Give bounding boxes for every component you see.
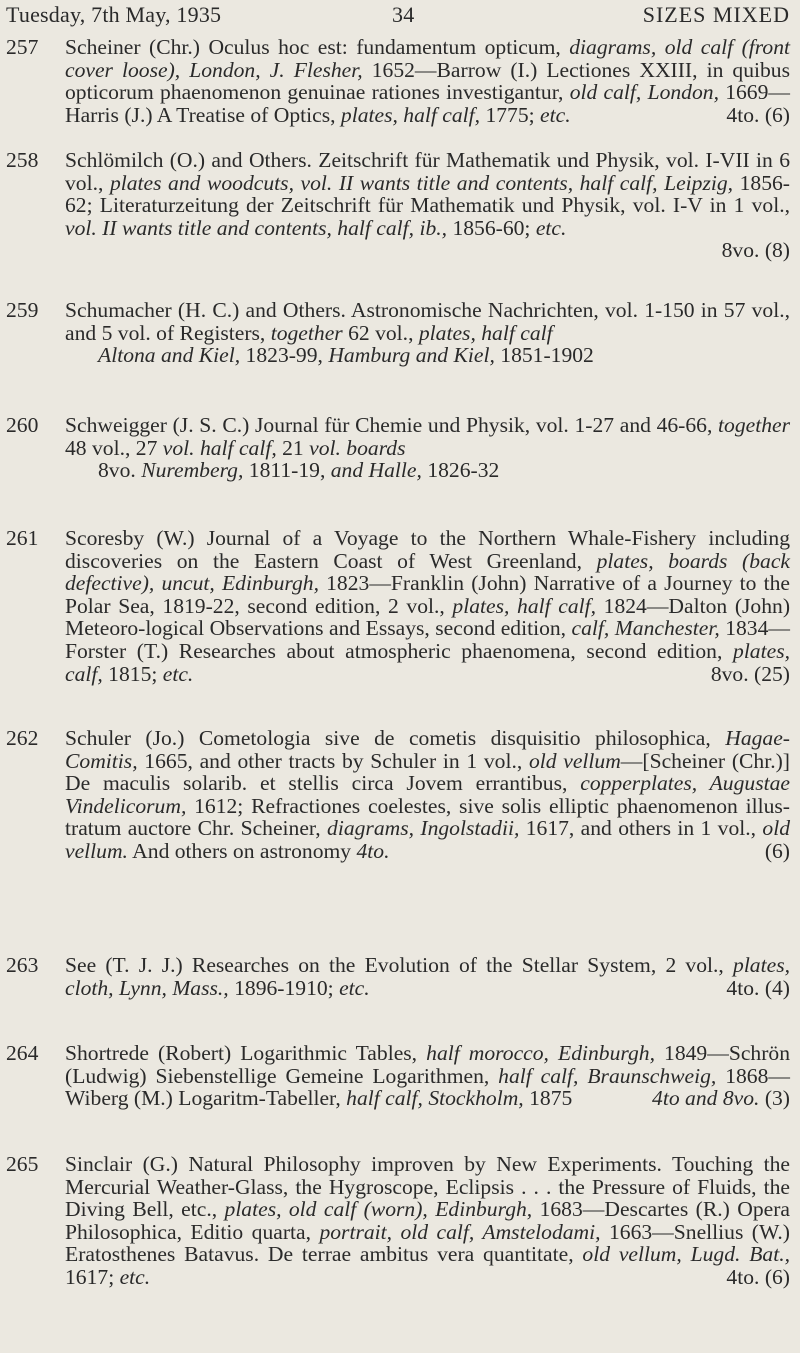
page-header [6, 2, 790, 32]
lot-count: (6) [764, 1264, 790, 1289]
lot-entry [6, 727, 790, 863]
lot-format: 4to. [726, 102, 760, 127]
lot-number: 257 [6, 35, 39, 59]
lot-number: 262 [6, 726, 39, 750]
lot-entry [6, 954, 790, 999]
lot-format: 8vo. [721, 238, 760, 263]
lot-format: 4to. [356, 838, 390, 863]
lot-entry [6, 1042, 790, 1110]
lot-count: (25) [754, 661, 790, 686]
lot-number: 259 [6, 298, 39, 322]
lot-number: 258 [6, 148, 39, 172]
lot-count: (8) [764, 238, 790, 263]
lot-number: 263 [6, 953, 39, 977]
lot-format: 4to. [726, 975, 760, 1000]
lot-entry [6, 36, 790, 126]
lot-description: Schumacher (H. C.) and Others. Astronomische Nachrichten, vol. 1-150 in 57 vol., and 5 vol. of Registers, together 62 vol., plates, half calf Altona and Kiel, 1823-99, Hamburg and Kiel, 1851-1902 [65, 298, 790, 368]
lot-number: 260 [6, 413, 39, 437]
lot-count: (6) [764, 838, 790, 863]
lot-format: 4to and 8vo. [652, 1086, 760, 1111]
lot-entry [6, 149, 790, 262]
lot-number: 264 [6, 1041, 39, 1065]
lot-entry [6, 527, 790, 685]
lot-number: 265 [6, 1152, 39, 1176]
lot-description: Scheiner (Chr.) Oculus hoc est: fundamentum opticum, diagrams, old calf (front cover loose), London, J. Flesher, 1652—Barrow (I.) Lectiones XXIII, in quibus opticorum phaenomenon genuinae rationes investigantur, old calf, London, 1669—Harris (J.) A Treatise of Optics, plates, half calf, 1775; etc. 4to. (6) [65, 35, 791, 127]
lot-entry [6, 1153, 790, 1289]
lot-entry [6, 299, 790, 367]
lot-description: See (T. J. J.) Researches on the Evolution of the Stellar System, 2 vol., plates, cloth, Lynn, Mass., 1896-1910; etc. 4to. (4) [65, 953, 790, 1000]
lot-count: (4) [764, 975, 790, 1000]
lot-count: (6) [764, 102, 790, 127]
lot-format: 8vo. [710, 661, 749, 686]
lot-description: Sinclair (G.) Natural Philosophy improven by New Experiments. Touching the Mercurial Weather-Glass, the Hygroscope, Eclipsis . . . the Pressure of Fluids, the Diving Bell, etc., plates, old calf (worn), Edinburgh, 1683—Descartes (R.) Opera Philosophica, Editio quarta, portrait, old calf, Amstelodami, 1663—Snellius (W.) Eratosthenes Batavus. De terrae ambitus vera quantitate, old vellum, Lugd. Bat., 1617; etc. 4to. (6) [65, 1152, 791, 1289]
lot-description: Schuler (Jo.) Cometologia sive de cometis disquisitio philosophica, Hagae-Comitis, 1665, and other tracts by Schuler in 1 vol., old vellum—[Scheiner (Chr.)] De maculis solarib. et stellis circa Jovem errantibus, copperplates, Augustae Vindelicorum, 1612; Refractiones coelestes, sive solis elliptic phaenomenon illus-tratum auctore Chr. Scheiner, diagrams, Ingolstadii, 1617, and others in 1 vol., old vellum. And others on astronomy 4to. (6) [65, 726, 790, 863]
lot-format: 8vo. [98, 458, 136, 483]
sale-section: SIZES MIXED [642, 2, 790, 27]
lot-description: Scoresby (W.) Journal of a Voyage to the Northern Whale-Fishery including discoveries on the Eastern Coast of West Greenland, plates, boards (back defective), uncut, Edinburgh, 1823—Franklin (John) Narrative of a Journey to the Polar Sea, 1819-22, second edition, 2 vol., plates, half calf, 1824—Dalton (John) Meteoro-logical Observations and Essays, second edition, calf, Manchester, 1834—Forster (T.) Researches about atmospheric phaenomena, second edition, plates, calf, 1815; etc. 8vo. (25) [65, 526, 791, 686]
lot-description: Schlömilch (O.) and Others. Zeitschrift für Mathematik und Physik, vol. I-VII in 6 vol., plates and woodcuts, vol. II wants title and contents, half calf, Leipzig, 1856-62; Literaturzeitung der Zeitschrift für Mathematik und Physik, vol. I-V in 1 vol., vol. II wants title and contents, half calf, ib., 1856-60; etc. 8vo. (8) [65, 148, 790, 263]
lot-number: 261 [6, 526, 39, 550]
page-number: 34 [392, 2, 415, 27]
lot-entry [6, 414, 790, 482]
lot-description: Schweigger (J. S. C.) Journal für Chemie und Physik, vol. 1-27 and 46-66, together 48 vol., 27 vol. half calf, 21 vol. boards 8vo. Nuremberg, 1811-19, and Halle, 1826-32 [65, 413, 790, 483]
lot-count: (3) [764, 1086, 790, 1111]
sale-date: Tuesday, 7th May, 1935 [6, 2, 222, 27]
lot-format: 4to. [726, 1264, 760, 1289]
lot-description: Shortrede (Robert) Logarithmic Tables, half morocco, Edinburgh, 1849—Schrön (Ludwig) Siebenstellige Gemeine Logarithmen, half calf, Braunschweig, 1868—Wiberg (M.) Logaritm-Tabeller, half calf, Stockholm, 1875 4to and 8vo. (3) [65, 1041, 791, 1111]
